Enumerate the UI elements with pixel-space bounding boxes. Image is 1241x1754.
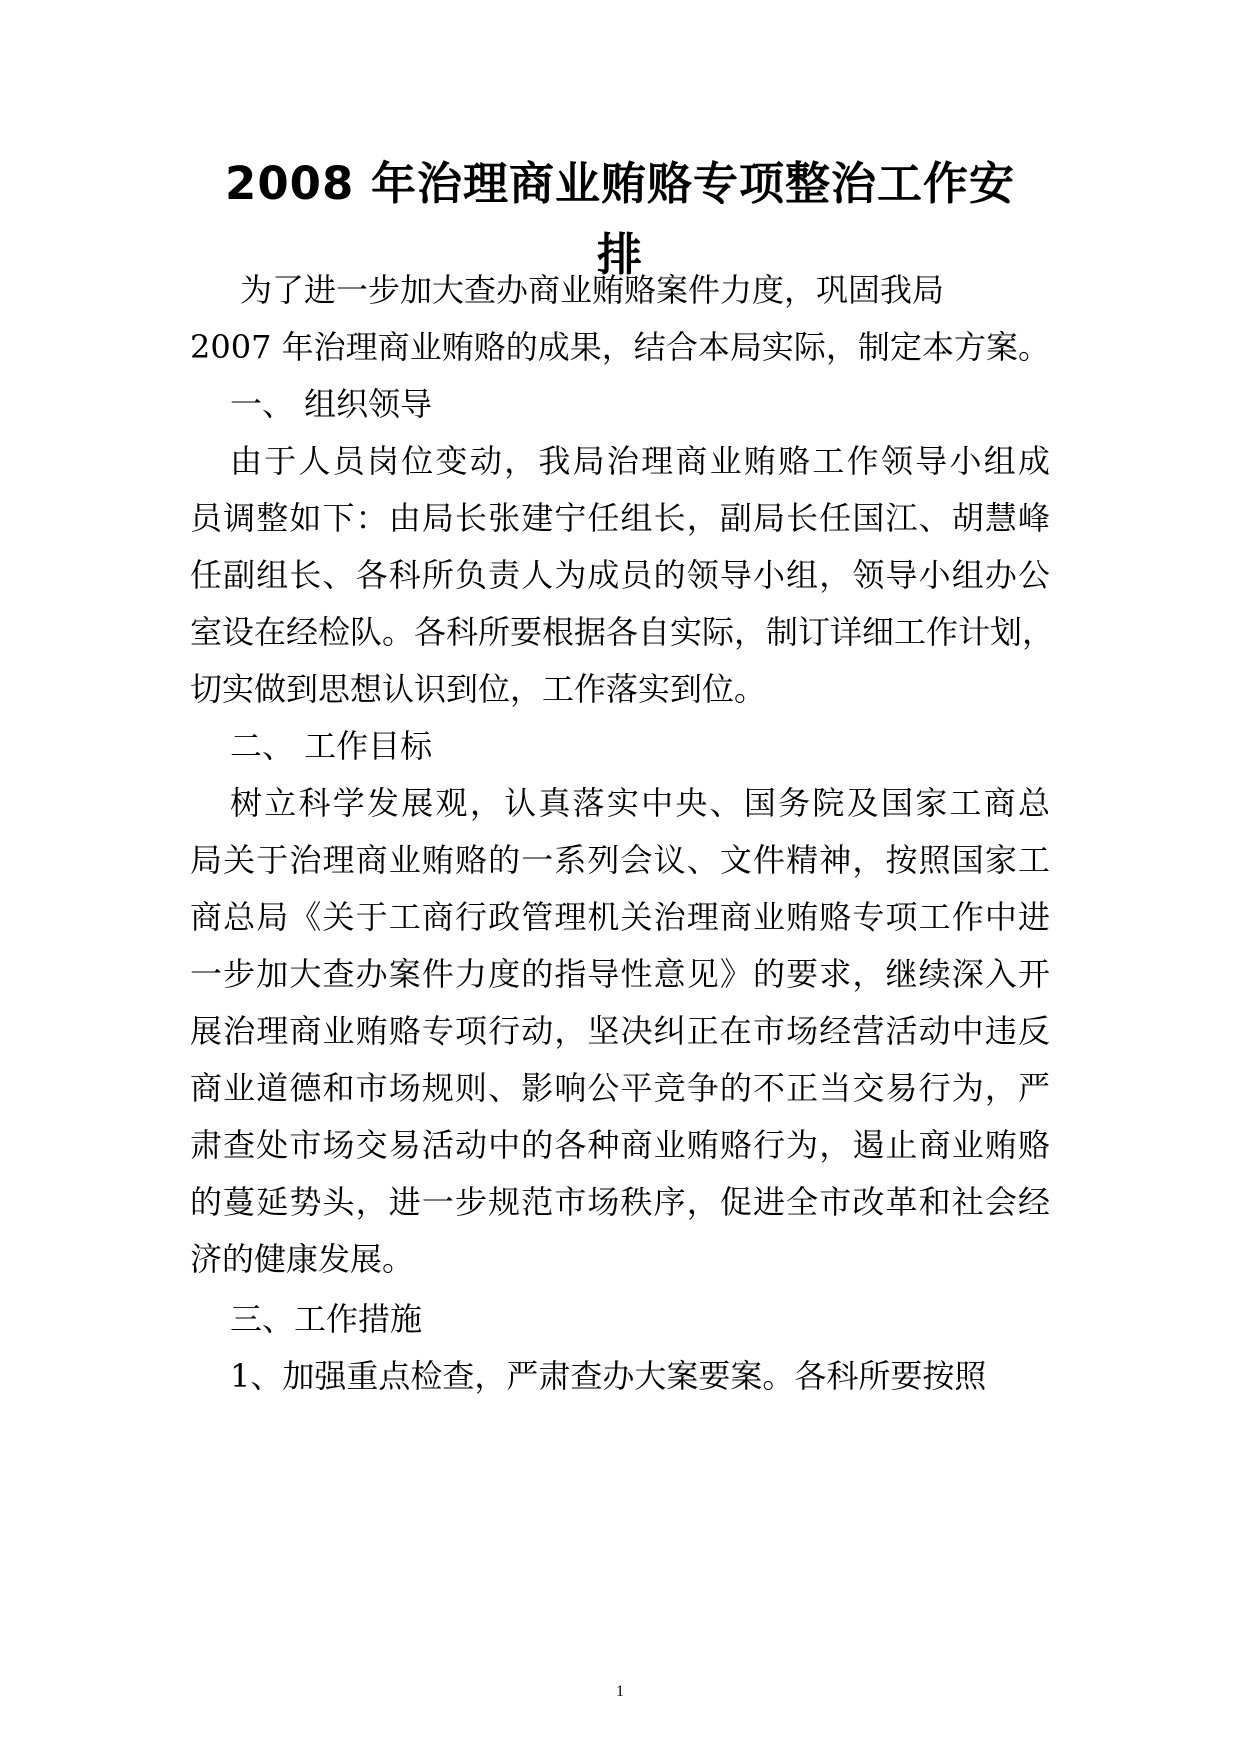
page-number: 1 (616, 1683, 624, 1700)
paragraph-goals-line-8: 的蔓延势头，进一步规范市场秩序，促进全市改革和社会经 (190, 1183, 1050, 1221)
paragraph-organization-line-1: 由于人员岗位变动，我局治理商业贿赂工作领导小组成 (230, 442, 1050, 480)
paragraph-intro-line-2: 2007 年治理商业贿赂的成果，结合本局实际，制定本方案。 (190, 328, 1050, 366)
paragraph-organization-line-2: 员调整如下：由局长张建宁任组长，副局长任国江、胡慧峰 (190, 499, 1050, 537)
paragraph-goals-line-6: 商业道德和市场规则、影响公平竞争的不正当交易行为，严 (190, 1069, 1050, 1107)
paragraph-organization-line-4: 室设在经检队。各科所要根据各自实际，制订详细工作计划， (190, 613, 1055, 651)
paragraph-measures-line-1: 1、加强重点检查，严肃查办大案要案。各科所要按照 (230, 1357, 987, 1395)
paragraph-goals-line-9: 济的健康发展。 (190, 1240, 415, 1278)
paragraph-goals-line-5: 展治理商业贿赂专项行动，坚决纠正在市场经营活动中违反 (190, 1012, 1050, 1050)
paragraph-goals-line-4: 一步加大查办案件力度的指导性意见》的要求，继续深入开 (190, 955, 1050, 993)
section-heading-goals: 二、 工作目标 (230, 727, 433, 765)
paragraph-organization-line-5: 切实做到思想认识到位，工作落实到位。 (190, 670, 767, 708)
section-heading-measures: 三、工作措施 (230, 1300, 423, 1338)
title-line-1: 2008 年治理商业贿赂专项整治工作安 (225, 157, 1015, 210)
paragraph-goals-line-1: 树立科学发展观，认真落实中央、国务院及国家工商总 (230, 784, 1050, 822)
paragraph-intro-line-1: 为了进一步加大查办商业贿赂案件力度，巩固我局 (240, 271, 945, 309)
title-line-2: 排 (596, 228, 643, 281)
paragraph-goals-line-2: 局关于治理商业贿赂的一系列会议、文件精神，按照国家工 (190, 841, 1050, 879)
document-title (190, 148, 1050, 290)
paragraph-goals-line-3: 商总局《关于工商行政管理机关治理商业贿赂专项工作中进 (190, 898, 1050, 936)
section-heading-organization: 一、 组织领导 (230, 385, 433, 423)
paragraph-goals-line-7: 肃查处市场交易活动中的各种商业贿赂行为，遏止商业贿赂 (190, 1126, 1050, 1164)
paragraph-organization-line-3: 任副组长、各科所负责人为成员的领导小组，领导小组办公 (190, 556, 1050, 594)
